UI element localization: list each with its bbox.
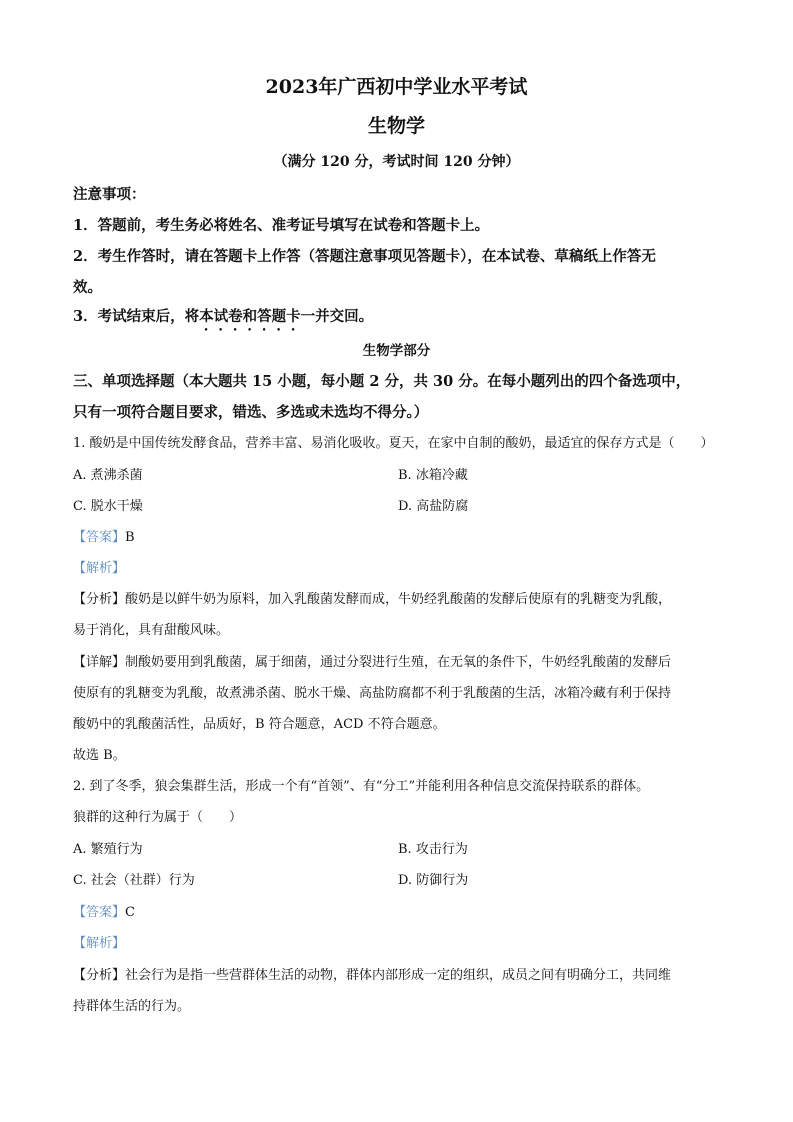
q1-xiangjie-3: 酸奶中的乳酸菌活性，品质好，B 符合题意，ACD 不符合题意。	[73, 717, 446, 732]
q2-option-c: C. 社会（社群）行为	[73, 873, 195, 888]
q2-option-b: B. 攻击行为	[398, 842, 468, 857]
q1-xiangjie-2: 使原有的乳糖变为乳酸，故煮沸杀菌、脱水干燥、高盐防腐都不利于乳酸菌的生活，冰箱冷藏有利于保持	[73, 686, 672, 701]
q1-conclusion: 故选 B。	[73, 748, 126, 763]
fenxi-text: 酸奶是以鲜牛奶为原料，加入乳酸菌发酵而成，牛奶经乳酸菌的发酵后使原有的乳糖变为乳酸，	[125, 592, 672, 607]
q1-option-c: C. 脱水干燥	[73, 499, 143, 514]
section-title: 生物学部分	[362, 343, 431, 359]
subject-title: 生物学	[367, 115, 425, 137]
q1-fenxi-1	[73, 588, 671, 607]
answer-value: B	[125, 530, 135, 545]
q2-stem-1: 2. 到了冬季，狼会集群生活，形成一个有“首领”、有“分工”并能利用各种信息交流保持联系的群体。	[73, 779, 650, 794]
notice-item-2: 2．考生作答时，请在答题卡上作答（答题注意事项见答题卡），在本试卷、草稿纸上作答无	[73, 248, 656, 265]
q2-answer	[73, 901, 135, 920]
q2-option-a: A. 繁殖行为	[73, 842, 143, 857]
q1-stem: 1. 酸奶是中国传统发酵食品，营养丰富、易消化吸收。夏天，在家中自制的酸奶，最适宜的保存方式是（ ）	[73, 436, 714, 451]
notice-heading: 注意事项：	[73, 186, 146, 203]
answer-label: 【答案】	[73, 530, 126, 545]
notice-item-3	[73, 305, 373, 334]
notice-item-3-prefix: 3．考试结束后，将	[73, 308, 200, 325]
q2-option-d: D. 防御行为	[398, 873, 469, 888]
q1-xiangjie-1	[73, 651, 671, 670]
section-instruction-2: 只有一项符合题目要求，错选、多选或未选均不得分。）	[73, 404, 429, 421]
answer-value: C	[125, 905, 135, 920]
q2-fenxi-2: 持群体生活的行为。	[73, 999, 191, 1014]
q2-stem-2: 狼群的这种行为属于（ ）	[73, 810, 243, 825]
fenxi-label: 【分析】	[73, 968, 126, 983]
exam-meta: （满分 120 分，考试时间 120 分钟）	[273, 154, 520, 170]
notice-item-3-emphasis: 本试卷和答题卡	[199, 308, 301, 325]
q1-analysis-label: 【解析】	[73, 561, 126, 576]
fenxi-label: 【分析】	[73, 592, 126, 607]
fenxi-text: 社会行为是指一些营群体生活的动物，群体内部形成一定的组织，成员之间有明确分工，共同维	[125, 968, 672, 983]
notice-item-1: 1．答题前，考生务必将姓名、准考证号填写在试卷和答题卡上。	[73, 217, 490, 234]
answer-label: 【答案】	[73, 905, 126, 920]
notice-item-3-suffix: 一并交回。	[300, 308, 374, 325]
exam-title: 2023年广西初中学业水平考试	[265, 76, 528, 98]
xiangjie-text: 制酸奶要用到乳酸菌，属于细菌，通过分裂进行生殖，在无氧的条件下，牛奶经乳酸菌的发酵后	[125, 655, 672, 670]
q1-option-d: D. 高盐防腐	[398, 499, 469, 514]
q1-option-a: A. 煮沸杀菌	[73, 468, 143, 483]
q1-option-b: B. 冰箱冷藏	[398, 468, 468, 483]
q2-fenxi-1	[73, 964, 671, 983]
q2-analysis-label: 【解析】	[73, 936, 126, 951]
section-instruction-1: 三、单项选择题（本大题共 15 小题，每小题 2 分，共 30 分。在每小题列出的四个备选项中，	[73, 373, 691, 390]
q1-answer	[73, 526, 135, 545]
q1-fenxi-2: 易于消化，具有甜酸风味。	[73, 623, 230, 638]
xiangjie-label: 【详解】	[73, 655, 126, 670]
notice-item-2-cont: 效。	[73, 279, 102, 296]
